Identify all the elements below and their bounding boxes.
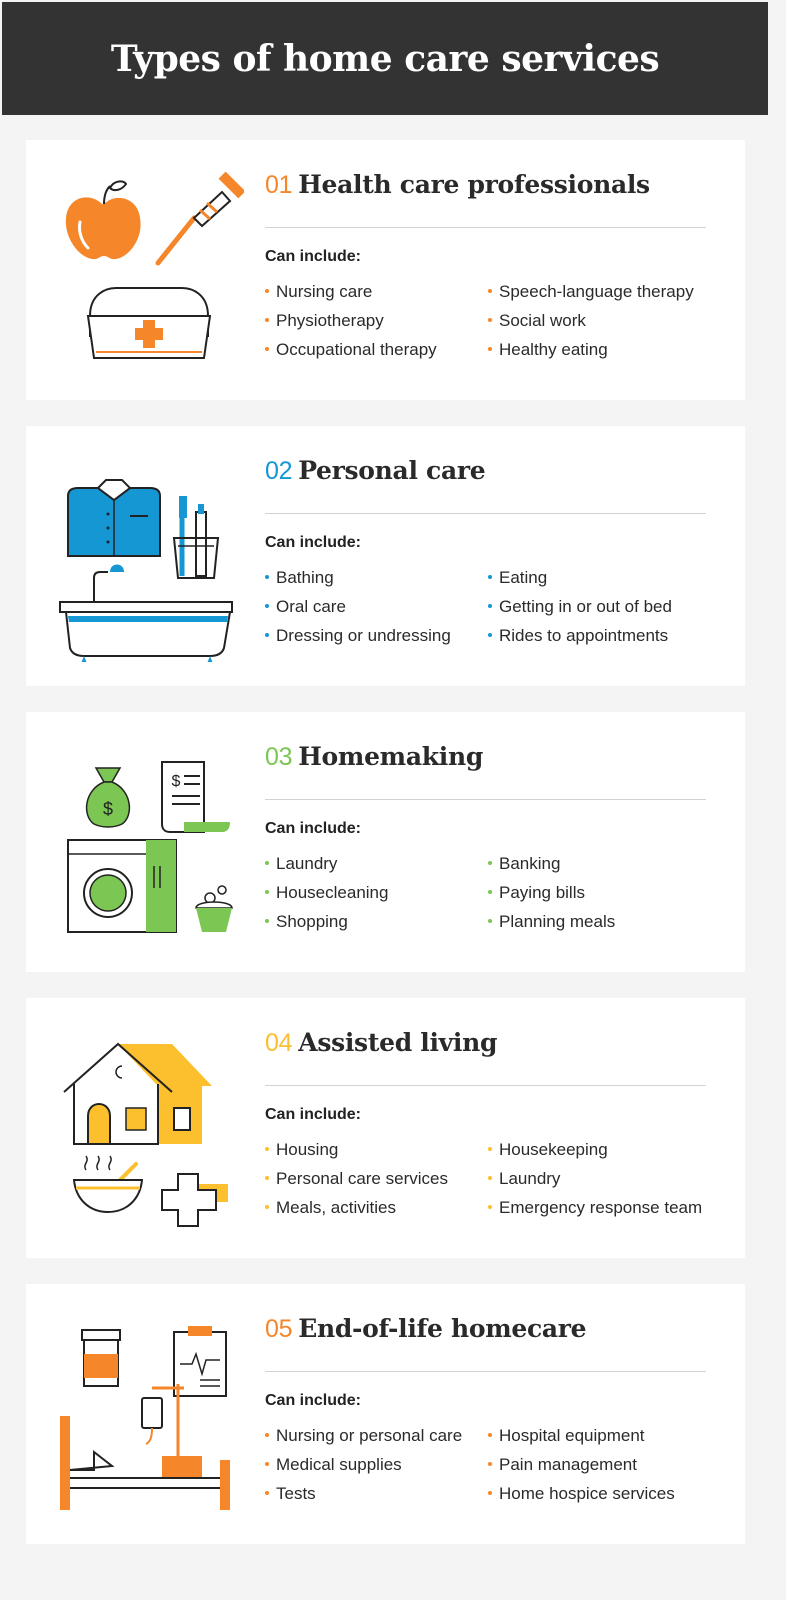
list-item: Bathing: [265, 568, 451, 597]
toothbrush-cup-icon: [174, 496, 218, 578]
end-of-life-illustration: [54, 1310, 244, 1520]
section-title-text: Homemaking: [298, 742, 483, 771]
services-list-right: [488, 1426, 675, 1513]
divider: [265, 799, 706, 800]
section-title-text: End-of-life homecare: [298, 1314, 587, 1343]
list-item: Getting in or out of bed: [488, 597, 672, 626]
assisted-living-illustration: [54, 1024, 244, 1234]
header-banner: [2, 2, 768, 115]
services-list-left: [265, 1140, 448, 1227]
list-item: Housekeeping: [488, 1140, 702, 1169]
list-item: Eating: [488, 568, 672, 597]
list-item: Housing: [265, 1140, 448, 1169]
list-item: Physiotherapy: [265, 311, 437, 340]
list-item: Emergency response team: [488, 1198, 702, 1227]
section-number: 03: [265, 743, 293, 771]
section-title: [265, 170, 650, 200]
services-list-left: [265, 282, 437, 369]
bucket-icon: [196, 886, 232, 932]
section-title-text: Personal care: [298, 456, 486, 485]
list-item: Laundry: [265, 854, 388, 883]
services-list-left: [265, 1426, 462, 1513]
list-item: Rides to appointments: [488, 626, 672, 655]
list-item: Laundry: [488, 1169, 702, 1198]
list-item: Dressing or undressing: [265, 626, 451, 655]
washing-machine-icon: [68, 840, 176, 932]
bathtub-icon: [60, 565, 232, 663]
list-item: Nursing care: [265, 282, 437, 311]
homemaking-illustration: [54, 738, 244, 948]
services-list-right: [488, 854, 615, 941]
section-card-health-care: [26, 140, 745, 400]
section-title: [265, 1028, 497, 1058]
section-card-homemaking: [26, 712, 745, 972]
list-item: Hospital equipment: [488, 1426, 675, 1455]
services-list-left: [265, 568, 451, 655]
list-item: Healthy eating: [488, 340, 694, 369]
list-item: Meals, activities: [265, 1198, 448, 1227]
list-item: Tests: [265, 1484, 462, 1513]
section-number: 04: [265, 1029, 293, 1057]
personal-care-illustration: [54, 452, 244, 662]
list-item: Planning meals: [488, 912, 615, 941]
list-item: Banking: [488, 854, 615, 883]
nurse-cap-icon: [88, 288, 210, 358]
pill-bottle-icon: [82, 1330, 120, 1386]
soup-bowl-icon: [74, 1156, 142, 1212]
svg-text:$: $: [102, 799, 114, 819]
section-card-end-of-life: [26, 1284, 745, 1544]
can-include-label: Can include:: [265, 820, 362, 837]
can-include-label: Can include:: [265, 534, 362, 551]
list-item: Home hospice services: [488, 1484, 675, 1513]
divider: [265, 1085, 706, 1086]
list-item: Social work: [488, 311, 694, 340]
divider: [265, 513, 706, 514]
can-include-label: Can include:: [265, 1106, 362, 1123]
list-item: Speech-language therapy: [488, 282, 694, 311]
bill-icon: [162, 762, 230, 832]
money-bag-icon: [87, 768, 130, 827]
section-title: [265, 1314, 586, 1344]
section-title-text: Assisted living: [298, 1028, 498, 1057]
shirt-icon: [68, 480, 160, 556]
list-item: Shopping: [265, 912, 388, 941]
medical-cross-icon: [162, 1174, 228, 1226]
house-icon: [64, 1044, 212, 1144]
section-title: [265, 742, 483, 772]
services-list-right: [488, 282, 694, 369]
can-include-label: Can include:: [265, 1392, 362, 1409]
clipboard-icon: [174, 1326, 226, 1396]
section-title-text: Health care professionals: [298, 170, 650, 199]
list-item: Occupational therapy: [265, 340, 437, 369]
section-number: 05: [265, 1315, 293, 1343]
services-list-left: [265, 854, 388, 941]
divider: [265, 227, 706, 228]
apple-icon: [66, 181, 141, 259]
services-list-right: [488, 568, 672, 655]
list-item: Oral care: [265, 597, 451, 626]
section-number: 02: [265, 457, 293, 485]
section-card-assisted-living: [26, 998, 745, 1258]
page-title: Types of home care services: [110, 37, 660, 80]
list-item: Nursing or personal care: [265, 1426, 462, 1455]
list-item: Housecleaning: [265, 883, 388, 912]
list-item: Pain management: [488, 1455, 675, 1484]
health-care-illustration: [54, 166, 244, 376]
divider: [265, 1371, 706, 1372]
list-item: Medical supplies: [265, 1455, 462, 1484]
section-number: 01: [265, 171, 293, 199]
crutch-icon: [158, 172, 244, 263]
hospital-bed-icon: [60, 1416, 230, 1510]
list-item: Personal care services: [265, 1169, 448, 1198]
can-include-label: Can include:: [265, 248, 362, 265]
list-item: Paying bills: [488, 883, 615, 912]
services-list-right: [488, 1140, 702, 1227]
svg-text:$: $: [171, 773, 181, 790]
section-card-personal-care: [26, 426, 745, 686]
section-title: [265, 456, 485, 486]
